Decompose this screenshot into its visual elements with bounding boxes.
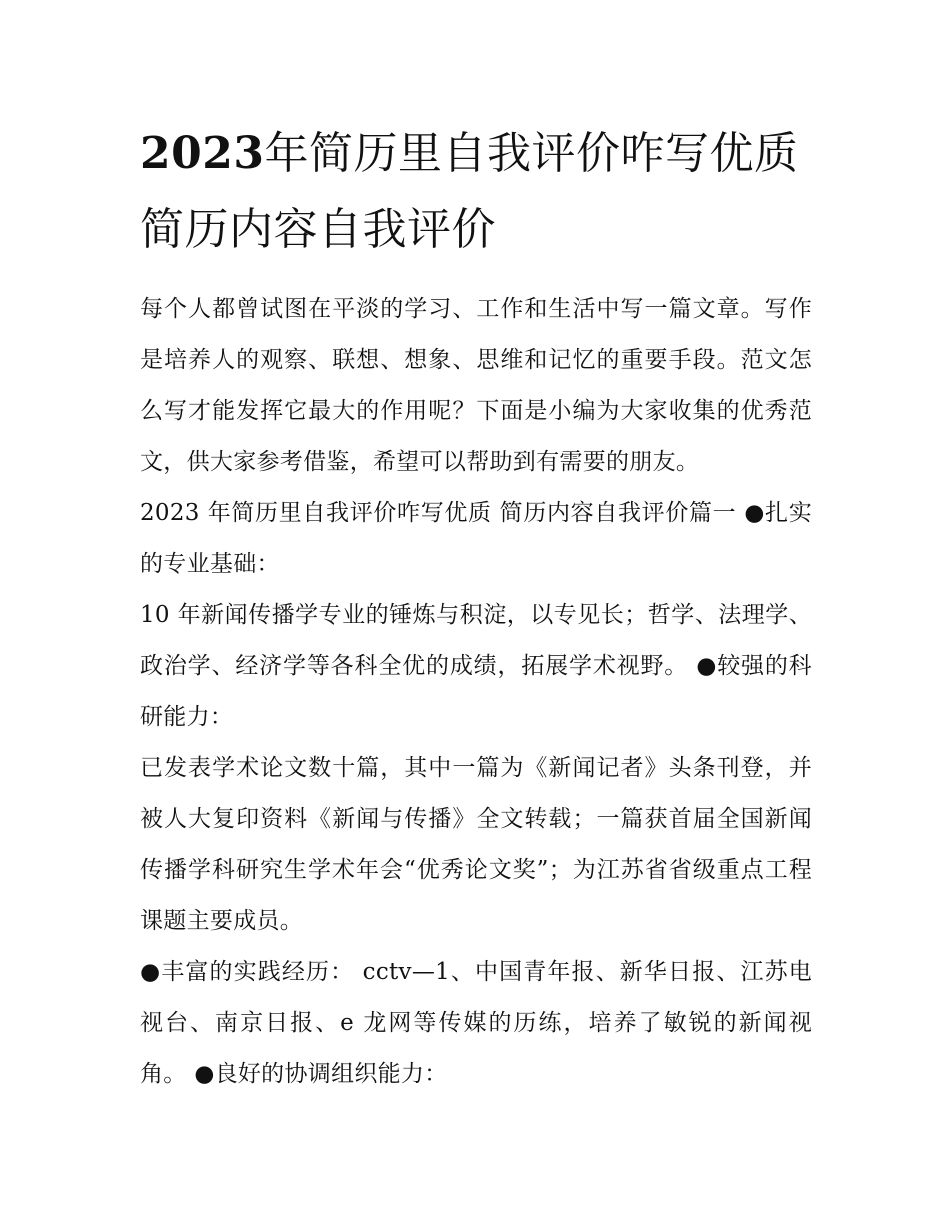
research-ability-paragraph: 已发表学术论文数十篇，其中一篇为《新闻记者》头条刊登，并被人大复印资料《新闻与传播》全文转载；一篇获首届全国新闻传播学科研究生学术年会“优秀论文奖”；为江苏省省级重点工程课题主要成员。 xyxy=(140,755,812,934)
document-body xyxy=(140,284,812,1100)
section-heading-paragraph: 2023 年简历里自我评价咋写优质 简历内容自我评价篇一 ●扎实的专业基础： xyxy=(140,500,812,577)
title-text: 年简历里自我评价咋写优质 简历内容自我评价 xyxy=(140,128,799,255)
practice-experience-paragraph: ●丰富的实践经历： cctv—1、中国青年报、新华日报、江苏电视台、南京日报、e 龙网等传媒的历练，培养了敏锐的新闻视角。 ●良好的协调组织能力： xyxy=(140,959,812,1087)
intro-paragraph: 每个人都曾试图在平淡的学习、工作和生活中写一篇文章。写作是培养人的观察、联想、想象、思维和记忆的重要手段。范文怎么写才能发挥它最大的作用呢？下面是小编为大家收集的优秀范文，供大家参考借鉴，希望可以帮助到有需要的朋友。 xyxy=(140,296,812,475)
title-year: 2023 xyxy=(140,128,265,179)
document-content xyxy=(140,116,812,1100)
document-title xyxy=(140,116,812,268)
professional-foundation-paragraph: 10 年新闻传播学专业的锤炼与积淀，以专见长；哲学、法理学、政治学、经济学等各科全优的成绩，拓展学术视野。 ●较强的科研能力： xyxy=(140,602,812,730)
